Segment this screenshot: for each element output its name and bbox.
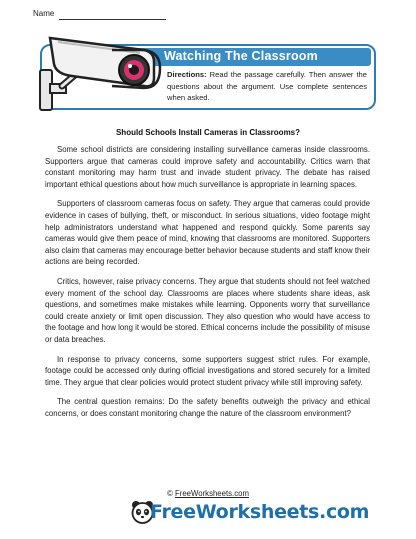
footer-logo-text[interactable]: FreeWorksheets.com [150,501,370,523]
name-label: Name [33,9,55,18]
paragraph: The central question remains: Do the safety benefits outweigh the privacy and ethical concerns, or does constant monitoring change the nature of the classroom environment? [45,397,370,418]
directions-text: Read the passage carefully. Then answer the questions about the argument. Use complete sentences when asked. [167,70,367,103]
security-camera-icon [36,28,168,116]
passage-heading: Should Schools Install Cameras in Classrooms? [115,128,301,137]
paragraph: In response to privacy concerns, some supporters suggest strict rules. For example, footage could be accessed only during official investigations and stored securely for a limited time. They argue that clear policies would protect student privacy while still improving safety. [45,354,370,387]
paragraph: Some school districts are considering installing surveillance cameras inside classrooms. Supporters argue that cameras could improve safety and accountability. Critics warn that constant monitoring may harm trust and invade student privacy. The debate has raised important ethical questions about how much surveillance is appropriate in learning spaces. [45,145,370,189]
name-line[interactable] [59,19,166,20]
footer-url-link[interactable]: FreeWorksheets.com [174,489,249,498]
copyright-symbol: © [167,489,173,498]
footer-url[interactable] [0,489,416,498]
directions [167,69,367,104]
passage [45,144,370,427]
directions-label: Directions: [167,70,207,79]
paragraph: Critics, however, raise privacy concerns. They argue that students should not feel watched every moment of the school day. Classrooms are places where students share ideas, ask questions, and sometimes make mistakes while learning. Opponents worry that surveillance could create anxiety or limit open discussion. They also question who would have access to the footage and how long it would be stored. Ethical concerns include the possibility of misuse or data breaches. [45,276,370,344]
paragraph: Supporters of classroom cameras focus on safety. They argue that cameras could provide evidence in cases of bullying, theft, or misconduct. In serious situations, video footage might help administrators understand what happened and respond quickly. Some parents say cameras would give them peace of mind, knowing that classrooms are monitored. Supporters also claim that cameras may encourage better behavior because students and staff know their actions are being recorded. [45,199,370,267]
worksheet-title: Watching The Classroom [164,49,318,63]
